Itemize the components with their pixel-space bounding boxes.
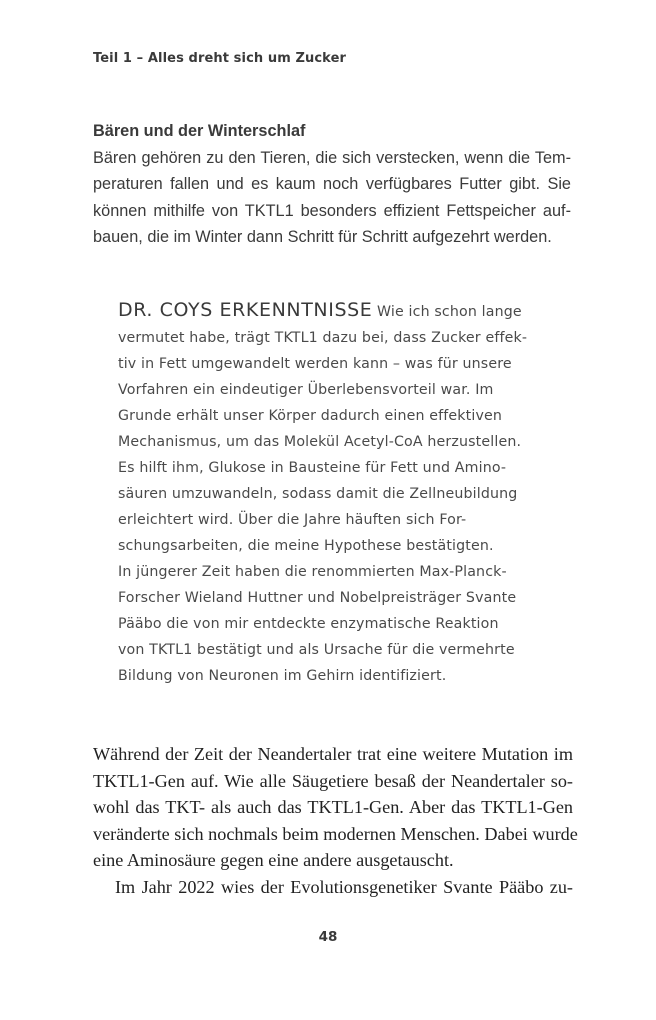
body-line: wohl das TKT- als auch das TKTL1-Gen. Aber das TKTL1-Gen: [93, 797, 573, 817]
insight-line: schungsarbeiten, die meine Hypothese bestätigten.: [118, 538, 494, 554]
insight-box: [118, 297, 548, 689]
page-number: 48: [318, 929, 338, 945]
body-line: Während der Zeit der Neandertaler trat eine weitere Mutation im: [93, 744, 573, 764]
insight-line: Es hilft ihm, Glukose in Bausteine für Fett und Amino-: [118, 460, 507, 476]
insight-line: tiv in Fett umgewandelt werden kann – was für unsere: [118, 356, 512, 372]
body-line: TKTL1-Gen auf. Wie alle Säugetiere besaß der Neandertaler so-: [93, 770, 573, 791]
info-box-line: peraturen fallen und es kaum noch verfügbares Futter gibt. Sie: [93, 175, 571, 193]
running-head: Teil 1 – Alles dreht sich um Zucker: [93, 51, 346, 66]
body-line: veränderte sich nochmals beim modernen Menschen. Dabei wurde: [93, 823, 578, 844]
info-box-line: Bären gehören zu den Tieren, die sich verstecken, wenn die Tem-: [93, 148, 571, 167]
insight-text: Wie ich schon lange: [372, 304, 522, 320]
insight-line: Grunde erhält unser Körper dadurch einen effektiven: [118, 408, 503, 424]
insight-line: säuren umzuwandeln, sodass damit die Zellneubildung: [118, 486, 518, 502]
insight-line: vermutet habe, trägt TKTL1 dazu bei, dass Zucker effek-: [118, 330, 528, 346]
body-line: eine Aminosäure gegen eine andere ausgetauscht.: [93, 850, 454, 870]
insight-line: Forscher Wieland Huttner und Nobelpreisträger Svante: [118, 590, 517, 606]
insight-line: erleichtert wird. Über die Jahre häuften sich For-: [118, 512, 467, 528]
insight-line: In jüngerer Zeit haben die renommierten Max-Planck-: [118, 564, 507, 580]
info-box: [93, 118, 571, 251]
insight-line: Pääbo die von mir entdeckte enzymatische Reaktion: [118, 616, 499, 632]
info-box-line: bauen, die im Winter dann Schritt für Schritt aufgezehrt werden.: [93, 228, 552, 246]
insight-first-line: [118, 297, 548, 325]
insight-line: Mechanismus, um das Molekül Acetyl-CoA herzustellen.: [118, 434, 522, 450]
info-box-heading: Bären und der Winterschlaf: [93, 122, 306, 140]
body-line: Im Jahr 2022 wies der Evolutionsgenetiker Svante Pääbo zu-: [115, 876, 573, 897]
insight-line: Bildung von Neuronen im Gehirn identifiziert.: [118, 668, 447, 684]
info-box-line: können mithilfe von TKTL1 besonders effizient Fettspeicher auf-: [93, 201, 571, 220]
insight-line: von TKTL1 bestätigt und als Ursache für die vermehrte: [118, 642, 515, 658]
insight-line: Vorfahren ein eindeutiger Überlebensvorteil war. Im: [118, 382, 494, 398]
insight-title: DR. COYS ERKENNTNISSE: [118, 299, 373, 321]
body-paragraphs: [93, 741, 578, 900]
